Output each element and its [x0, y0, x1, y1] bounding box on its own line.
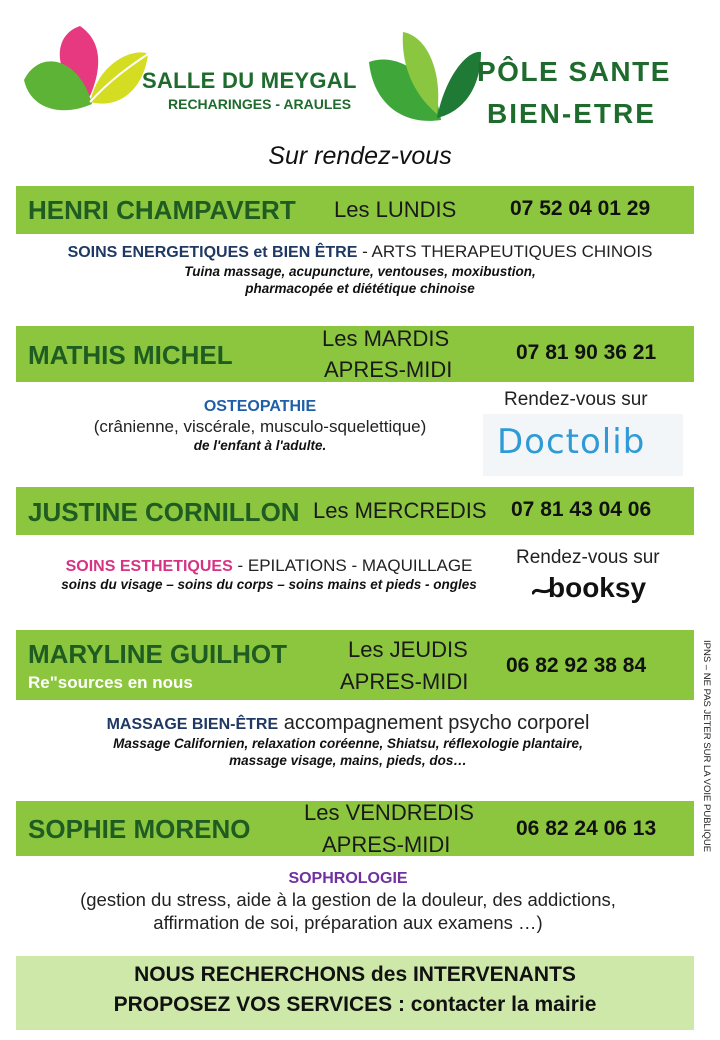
- specialty-title: SOINS ENERGETIQUES et BIEN ÊTRE: [67, 244, 358, 261]
- detail-line: de l'enfant à l'adulte.: [193, 438, 327, 453]
- specialty-title: MASSAGE BIEN-ÊTRE: [106, 716, 279, 733]
- practitioner-day: Les MARDIS: [322, 326, 450, 351]
- practitioner-day: Les JEUDIS: [348, 637, 468, 662]
- practitioner-desc-4: [0, 712, 696, 768]
- practitioner-day: Les VENDREDIS: [304, 800, 474, 825]
- footer-line-2: PROPOSEZ VOS SERVICES : contacter la mairie: [113, 993, 597, 1016]
- doctolib-brand: Doctolib: [497, 422, 646, 462]
- practitioner-phone: 07 81 43 04 06: [511, 498, 652, 521]
- practitioner-name: SOPHIE MORENO: [28, 814, 251, 844]
- practitioner-phone: 06 82 24 06 13: [516, 817, 657, 840]
- logo1-title: SALLE DU MEYGAL: [142, 68, 357, 93]
- practitioner-desc-2: [40, 398, 480, 453]
- subtitle-appointment: Sur rendez-vous: [268, 142, 452, 170]
- detail-line: soins du visage – soins du corps – soins mains et pieds - ongles: [61, 577, 477, 592]
- detail-line: Massage Californien, relaxation coréenne, Shiatsu, réflexologie plantaire,: [113, 736, 583, 751]
- practitioner-day: Les LUNDIS: [334, 197, 457, 222]
- logo2-line2: BIEN-ETRE: [487, 98, 656, 129]
- booking-label: Rendez-vous sur: [504, 389, 648, 410]
- practitioner-band-1: [16, 186, 694, 234]
- booking-label: Rendez-vous sur: [516, 547, 660, 568]
- practitioner-band-3: [16, 487, 694, 535]
- practitioner-band-5: [16, 801, 694, 856]
- detail-line: massage visage, mains, pieds, dos…: [229, 753, 467, 768]
- logo1-subtitle: RECHARINGES - ARAULES: [168, 96, 352, 112]
- practitioner-desc-3: [30, 556, 508, 592]
- specialty-extra: accompagnement psycho corporel: [278, 712, 590, 734]
- practitioner-tagline: Re"sources en nous: [28, 673, 193, 692]
- logo-salle-du-meygal: [20, 18, 360, 128]
- leaves-logo-icon: [20, 18, 160, 128]
- detail-line: pharmacopée et diététique chinoise: [245, 281, 475, 296]
- practitioner-day: Les MERCREDIS: [313, 498, 487, 523]
- doctolib-logo[interactable]: [483, 414, 683, 476]
- footer-callout: [16, 956, 694, 1030]
- specialty-extra: - ARTS THERAPEUTIQUES CHINOIS: [357, 242, 653, 261]
- practitioner-name: MATHIS MICHEL: [28, 340, 233, 370]
- specialty-title: SOINS ESTHETIQUES: [65, 558, 233, 575]
- logo-pole-sante: [365, 22, 705, 132]
- detail-line: (crânienne, viscérale, musculo-squelettique): [93, 417, 427, 436]
- practitioner-band-2: [16, 326, 694, 382]
- side-note-text: IPNS – NE PAS JETER SUR LA VOIE PUBLIQUE: [701, 640, 712, 853]
- practitioner-day-2: APRES-MIDI: [322, 832, 451, 857]
- practitioner-phone: 07 81 90 36 21: [516, 341, 657, 364]
- detail-line: (gestion du stress, aide à la gestion de la douleur, des addictions,: [80, 889, 616, 910]
- practitioner-name: MARYLINE GUILHOT: [28, 639, 288, 669]
- practitioner-phone: 07 52 04 01 29: [510, 197, 651, 220]
- booksy-logo[interactable]: [532, 572, 662, 606]
- specialty-title: OSTEOPATHIE: [203, 398, 317, 415]
- detail-line: affirmation de soi, préparation aux examens …): [153, 912, 543, 933]
- practitioner-band-4: [16, 630, 694, 700]
- specialty-title: SOPHROLOGIE: [288, 870, 408, 887]
- side-note: [698, 640, 714, 880]
- practitioner-day-2: APRES-MIDI: [324, 357, 453, 382]
- practitioner-desc-1: [0, 242, 720, 296]
- practitioner-name: HENRI CHAMPAVERT: [28, 195, 296, 225]
- specialty-extra: - EPILATIONS - MAQUILLAGE: [232, 556, 473, 575]
- detail-line: Tuina massage, acupuncture, ventouses, moxibustion,: [184, 264, 536, 279]
- booksy-brand: booksy: [548, 572, 647, 603]
- logo2-line1: PÔLE SANTE: [477, 56, 671, 87]
- practitioner-day-2: APRES-MIDI: [340, 669, 469, 694]
- footer-line-1: NOUS RECHERCHONS des INTERVENANTS: [134, 963, 576, 986]
- green-leaves-icon: [365, 22, 485, 132]
- practitioner-desc-5: [0, 870, 696, 934]
- practitioner-phone: 06 82 92 38 84: [506, 654, 647, 677]
- practitioner-name: JUSTINE CORNILLON: [28, 497, 300, 527]
